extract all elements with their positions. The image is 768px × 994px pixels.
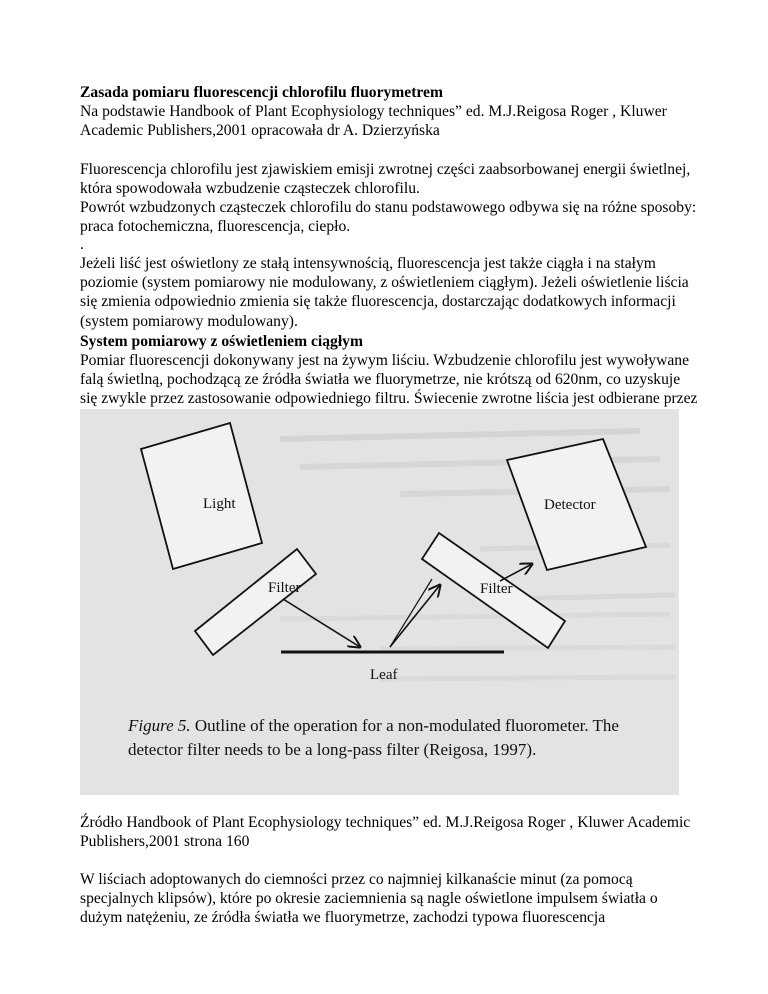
figure-scan: [80, 409, 679, 795]
source-caption: Źródło Handbook of Plant Ecophysiology techniques” ed. M.J.Reigosa Roger , Kluwer Academic Publishers,2001 strona 160: [80, 814, 691, 851]
label-filter-left: Filter: [268, 580, 301, 596]
label-filter-right: Filter: [480, 581, 513, 597]
label-detector: Detector: [544, 497, 596, 513]
paragraph-2: Powrót wzbudzonych cząsteczek chlorofilu do stanu podstawowego odbywa się na różne sposoby: praca fotochemiczna, fluorescencja, ciepło.: [80, 199, 697, 236]
dot-line: .: [80, 236, 84, 253]
figure-caption-line-1: Figure 5. Outline of the operation for a non-modulated fluorometer. The: [128, 716, 619, 735]
section-heading: System pomiarowy z oświetleniem ciągłym: [80, 333, 363, 350]
paragraph-4: Pomiar fluorescencji dokonywany jest na żywym liściu. Wzbudzenie chlorofilu jest wywoływane falą świetlną, pochodzącą ze źródła światła we fluorymetrze, nie krótszą od 620nm, co uzyskuje się zwykle przez zastosowanie odpowiedniego filtru. Świecenie zwrotne liścia jest odbierane przez: [80, 352, 698, 408]
figure-caption-line-2: detector filter needs to be a long-pass filter (Reigosa, 1997).: [128, 740, 537, 759]
paragraph-3: Jeżeli liść jest oświetlony ze stałą intensywnością, fluorescencja jest także ciągła i na stałym poziomie (system pomiarowy nie modulowany, z oświetleniem ciągłym). Jeżeli oświetlenie liścia się zmienia odpowiednio zmienia się także fluorescencja, dostarczając dodatkowych informacji (system pomiarowy modulowany).: [80, 255, 689, 330]
source-line: Na podstawie Handbook of Plant Ecophysiology techniques” ed. M.J.Reigosa Roger , Kluwer Academic Publishers,2001 opracowała dr A. Dzierzyńska: [80, 103, 667, 140]
document-title: Zasada pomiaru fluorescencji chlorofilu fluorymetrem: [80, 84, 443, 101]
figure-diagram: [80, 409, 679, 795]
label-leaf: Leaf: [370, 667, 398, 683]
label-light: Light: [203, 496, 236, 512]
paragraph-5: W liściach adoptowanych do ciemności przez co najmniej kilkanaście minut (za pomocą specjalnych klipsów), które po okresie zaciemnienia są nagle oświetlone impulsem światła o dużym natężeniu, ze źródła światła we fluorymetrze, zachodzi typowa fluorescencja: [80, 871, 658, 927]
paragraph-1: Fluorescencja chlorofilu jest zjawiskiem emisji zwrotnej części zaabsorbowanej energii świetlnej, która spowodowała wzbudzenie cząsteczek chlorofilu.: [80, 161, 691, 198]
